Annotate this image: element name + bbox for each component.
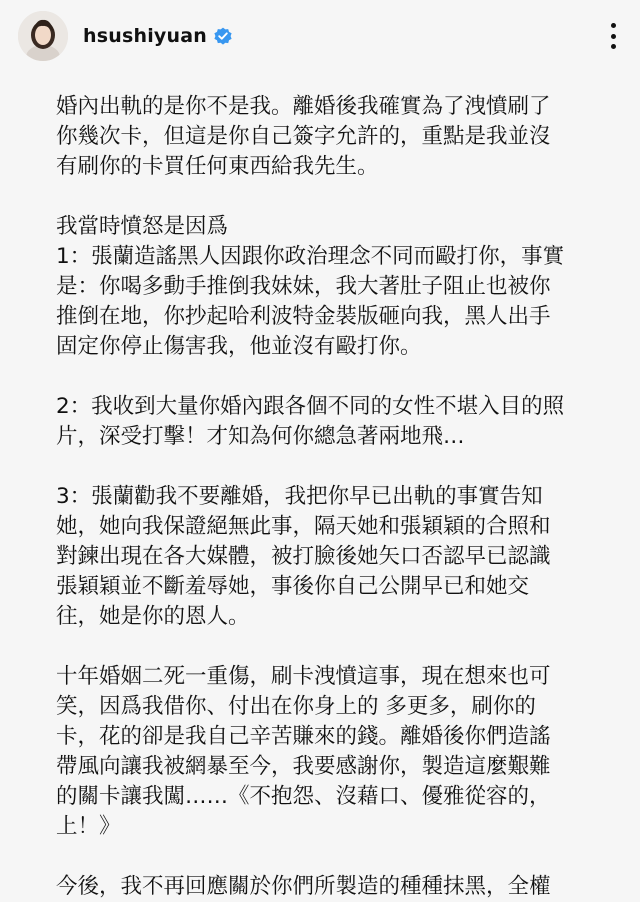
caption-line: 婚內出軌的是你不是我。離婚後我確實為了洩憤刷了	[56, 94, 551, 119]
paragraph-3	[56, 392, 616, 452]
more-vertical-icon	[611, 23, 616, 28]
more-options-button[interactable]	[608, 19, 618, 53]
paragraph-1	[56, 92, 616, 182]
caption-line: 張穎穎並不斷羞辱她，事後你自己公開早已和她交	[56, 574, 530, 599]
avatar[interactable]	[18, 11, 68, 61]
caption-line: 1：張蘭造謠黑人因跟你政治理念不同而毆打你，事實	[56, 244, 565, 269]
caption-line: 2：我收到大量你婚內跟各個不同的女性不堪入目的照	[56, 394, 565, 419]
paragraph-4	[56, 482, 616, 632]
caption-line: 的關卡讓我闖……《不抱怨、沒藉口、優雅從容的，	[56, 784, 551, 809]
caption-line: 帶風向讓我被網暴至今，我要感謝你，製造這麼艱難	[56, 754, 551, 779]
caption-line: 往，她是你的恩人。	[56, 604, 250, 629]
caption-line: 上！》	[56, 814, 121, 839]
caption-line: 固定你停止傷害我，他並沒有毆打你。	[56, 334, 422, 359]
caption-line: 十年婚姻二死一重傷，刷卡洩憤這事，現在想來也可	[56, 664, 551, 689]
caption-line: 有刷你的卡買任何東西給我先生。	[56, 154, 379, 179]
caption-line: 卡，花的卻是我自己辛苦賺來的錢。離婚後你們造謠	[56, 724, 551, 749]
caption-line: 3：張蘭勸我不要離婚，我把你早已出軌的事實告知	[56, 484, 543, 509]
verified-badge-icon	[213, 26, 233, 46]
paragraph-5	[56, 662, 616, 842]
caption-line: 對鍊出現在各大媒體，被打臉後她矢口否認早已認識	[56, 544, 551, 569]
caption-line: 你幾次卡，但這是你自己簽字允許的，重點是我並沒	[56, 124, 551, 149]
caption-line: 我當時憤怒是因爲	[56, 214, 229, 239]
avatar-image	[18, 11, 68, 61]
paragraph-6	[56, 872, 616, 902]
caption-line: 推倒在地，你抄起哈利波特金裝版砸向我，黑人出手	[56, 304, 551, 329]
caption-line: 片，深受打擊！才知為何你總急著兩地飛…	[56, 424, 465, 449]
caption-line: 今後，我不再回應關於你們所製造的種種抹黑，全權	[56, 874, 551, 899]
caption-line: 她，她向我保證絕無此事，隔天她和張穎穎的合照和	[56, 514, 551, 539]
caption-line: 是：你喝多動手推倒我妹妹，我大著肚子阻止也被你	[56, 274, 551, 299]
caption-line: 笑，因爲我借你、付出在你身上的 多更多，刷你的	[56, 694, 536, 719]
paragraph-2	[56, 212, 616, 362]
post-header	[0, 0, 640, 72]
post-caption	[56, 92, 616, 902]
username[interactable]: hsushiyuan	[83, 25, 207, 47]
